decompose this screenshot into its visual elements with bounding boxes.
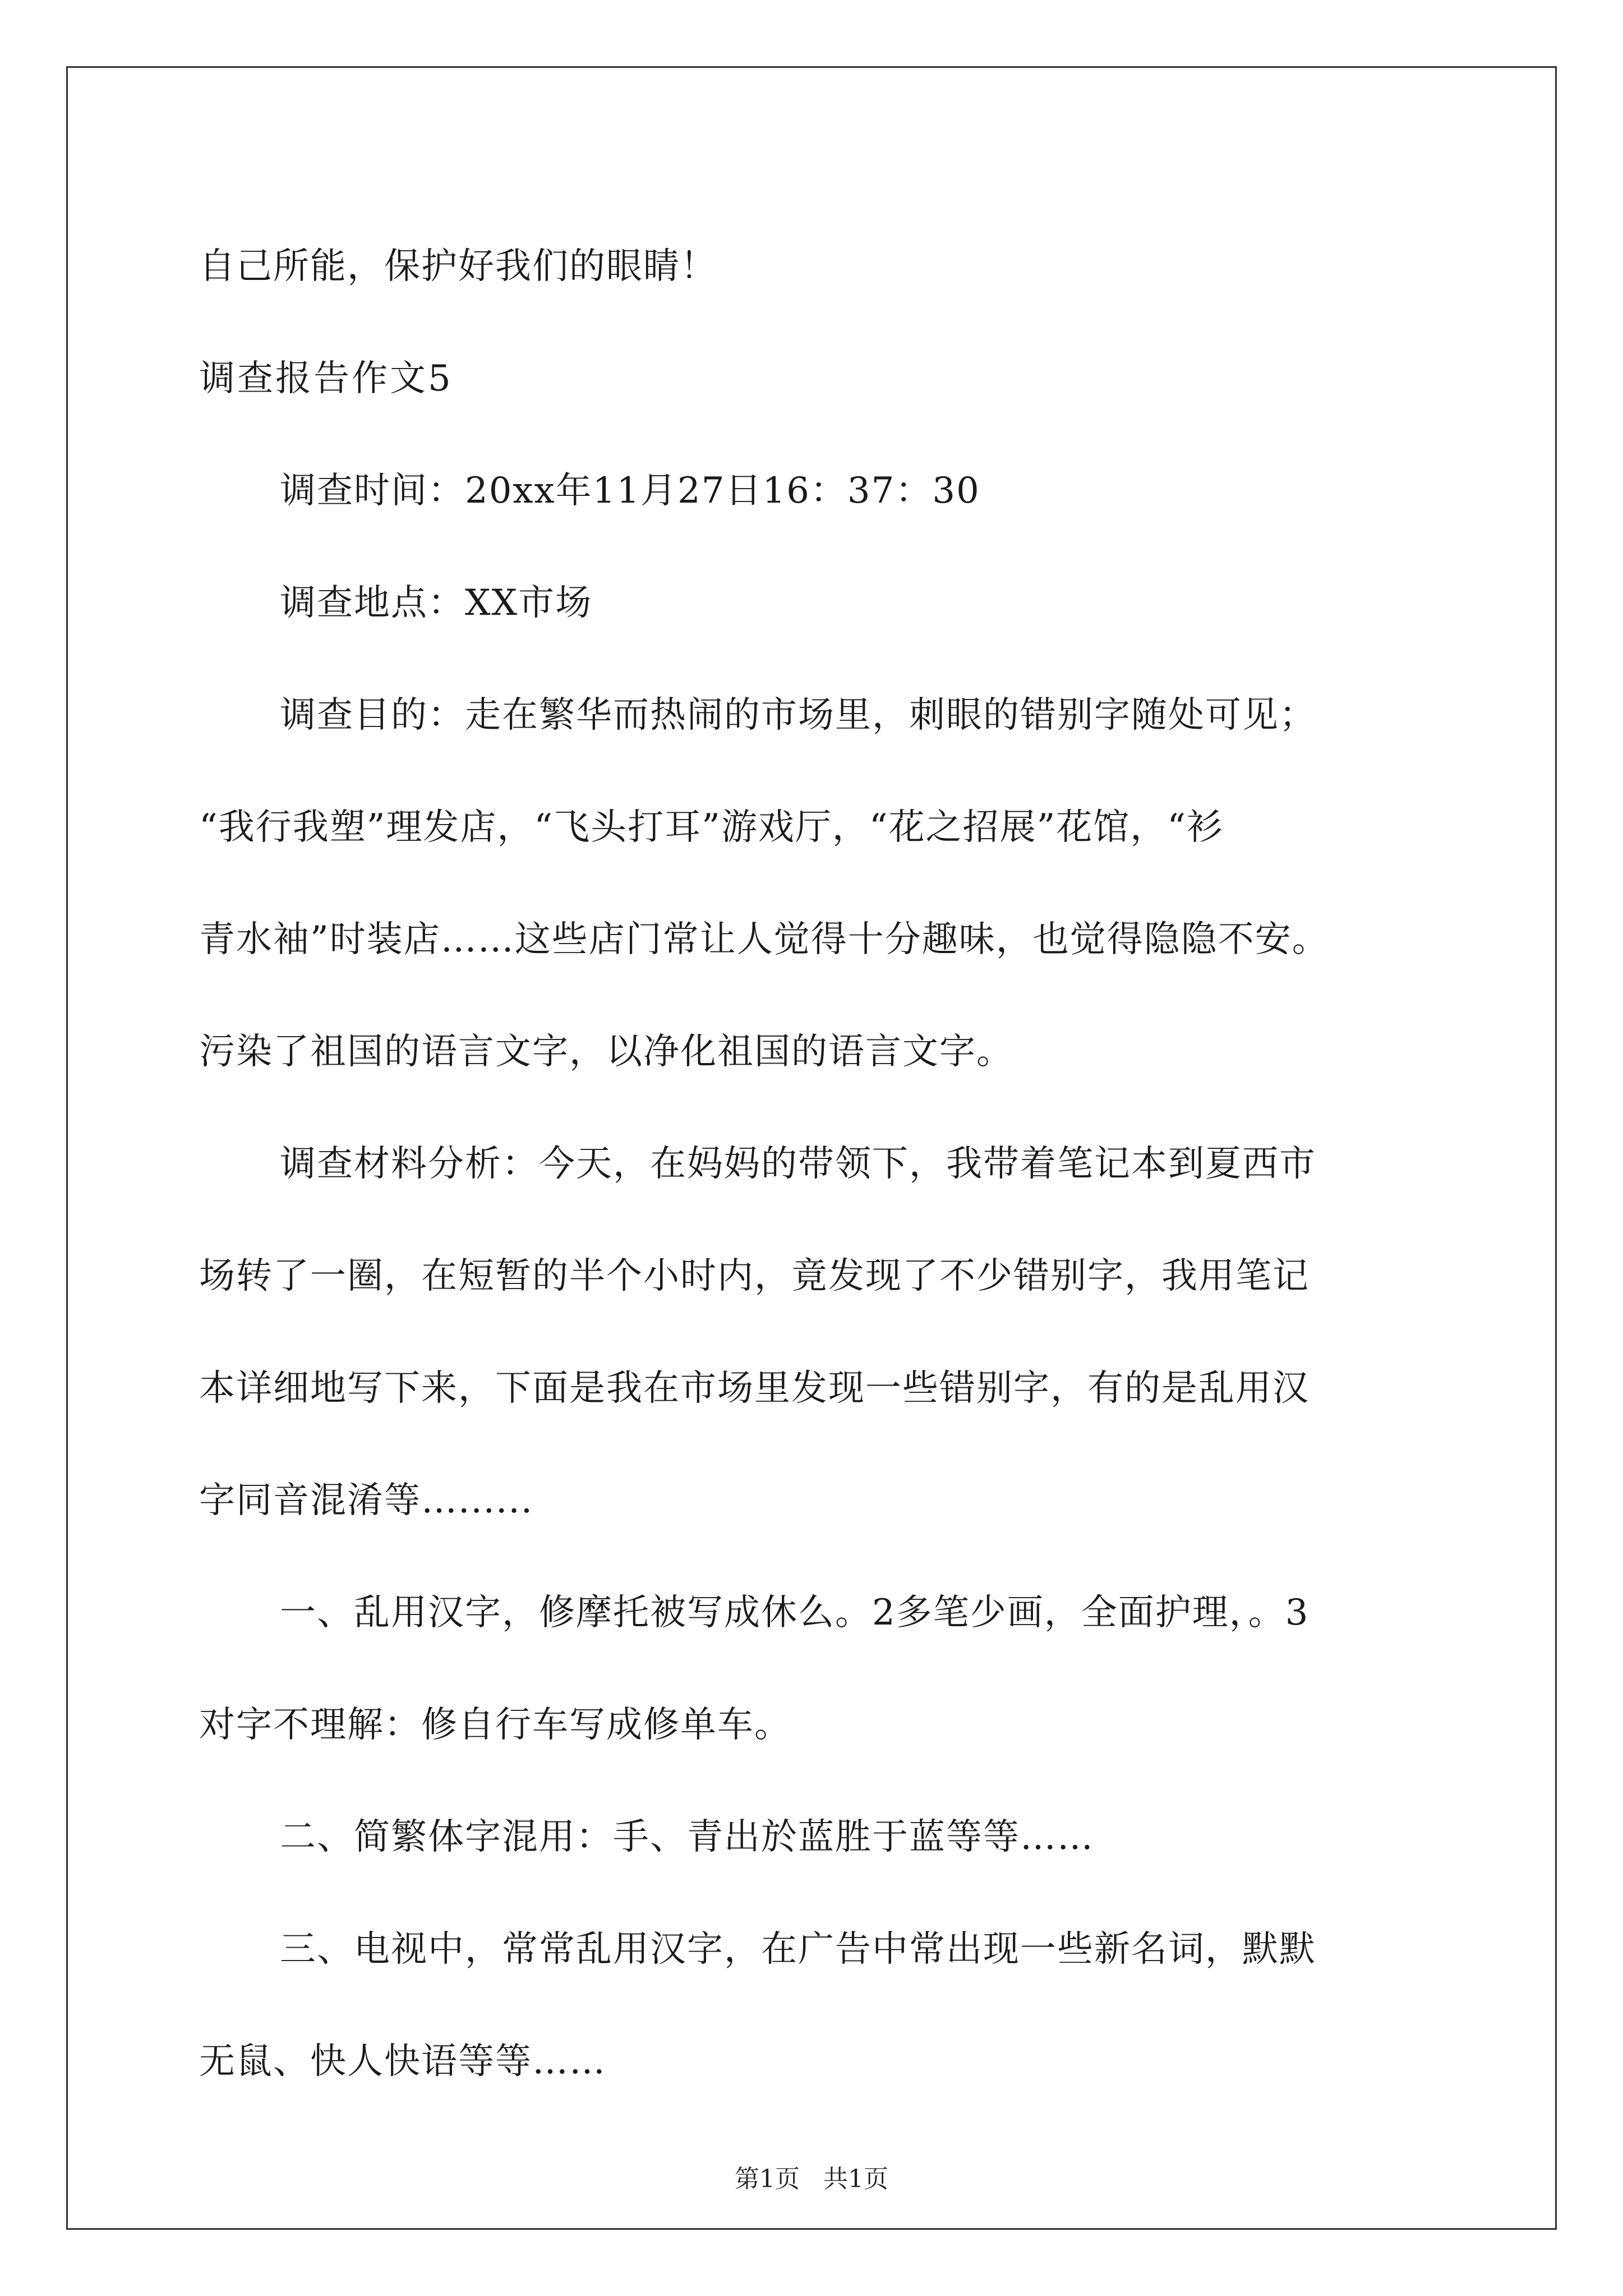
page-footer <box>0 2162 1623 2196</box>
page-current: 第1页 <box>735 2165 800 2193</box>
survey-time: 调查时间：20xx年11月27日16：37：30 <box>280 470 980 512</box>
page-total: 共1页 <box>823 2165 888 2193</box>
survey-analysis: 调查材料分析：今天，在妈妈的带领下，我带着笔记本到夏西市 <box>280 1143 1316 1185</box>
survey-purpose: 调查目的：走在繁华而热闹的市场里，刺眼的错别字随处可见； <box>280 694 1316 736</box>
finding-three: 三、电视中，常常乱用汉字，在广告中常出现一些新名词，默默 <box>280 1929 1316 1970</box>
document-body <box>199 210 1430 2118</box>
text-line: 青水袖”时装店……这些店门常让人觉得十分趣味，也觉得隐隐不安。 <box>199 919 1329 960</box>
text-line: 对字不理解：修自行车写成修单车。 <box>199 1704 791 1746</box>
text-line: 自己所能，保护好我们的眼睛！ <box>199 246 717 287</box>
text-line: 场转了一圈，在短暂的半个小时内，竟发现了不少错别字，我用笔记 <box>199 1255 1310 1297</box>
finding-two: 二、简繁体字混用：手、青出於蓝胜于蓝等等…… <box>280 1816 1094 1858</box>
section-heading: 调查报告作文5 <box>199 358 453 399</box>
text-line: 污染了祖国的语言文字，以净化祖国的语言文字。 <box>199 1031 1013 1073</box>
text-line: 本详细地写下来，下面是我在市场里发现一些错别字，有的是乱用汉 <box>199 1368 1310 1409</box>
text-line: “我行我塑”理发店，“飞头打耳”游戏厅，“花之招展”花馆，“衫 <box>199 807 1224 848</box>
finding-one: 一、乱用汉字，修摩托被写成休么。2多笔少画，全面护理，。3 <box>280 1592 1310 1634</box>
text-line: 无鼠、快人快语等等…… <box>199 2041 606 2082</box>
survey-location: 调查地点：XX市场 <box>280 582 593 624</box>
text-line: 字同音混淆等…...... <box>199 1480 534 1521</box>
